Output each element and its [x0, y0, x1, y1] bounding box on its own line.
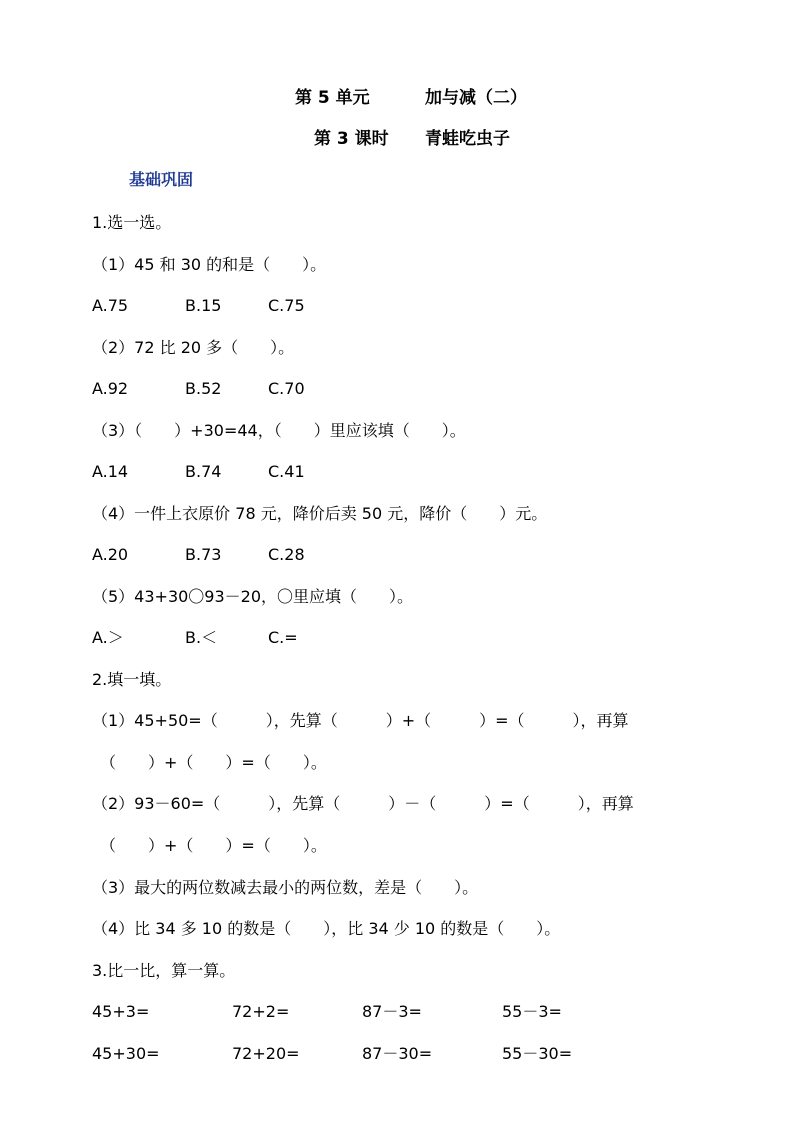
q1-item-2-option-a: A.92	[92, 379, 129, 398]
q1-item-4-option-a: A.20	[92, 545, 129, 564]
q1-item-2-option-b: B.52	[185, 379, 222, 398]
q1-item-2-option-c: C.70	[268, 379, 305, 398]
q1-item-3-option-a: A.14	[92, 462, 129, 481]
q3-row-1-col-4: 55－3=	[502, 1002, 562, 1021]
q2-item-2-line-2: （ ）+（ ）=（ ）。	[100, 836, 327, 855]
unit-label: 第 5 单元	[295, 88, 370, 108]
unit-title: 加与减（二）	[425, 88, 527, 108]
q1-item-5-option-a: A.＞	[92, 628, 124, 647]
lesson-label: 第 3 课时	[314, 129, 389, 149]
q2-item-1-line-1: （1）45+50=（ ），先算（ ）+（ ）=（ ），再算	[92, 711, 629, 730]
q3-heading: 3.比一比，算一算。	[92, 961, 236, 980]
q2-item-1-line-2: （ ）+（ ）=（ ）。	[100, 753, 327, 772]
q2-item-3: （3）最大的两位数减去最小的两位数，差是（ ）。	[92, 878, 479, 897]
q1-item-1: （1）45 和 30 的和是（ ）。	[92, 255, 327, 274]
section-title: 基础巩固	[129, 170, 194, 189]
q1-item-5-option-c: C.=	[268, 628, 298, 647]
q1-item-1-option-a: A.75	[92, 296, 129, 315]
q2-heading: 2.填一填。	[92, 670, 172, 689]
q2-item-2-line-1: （2）93－60=（ ），先算（ ）－（ ）=（ ），再算	[92, 794, 634, 813]
q1-item-4-option-b: B.73	[185, 545, 222, 564]
q1-item-4-option-c: C.28	[268, 545, 305, 564]
q1-item-1-option-b: B.15	[185, 296, 222, 315]
q3-row-2-col-2: 72+20=	[232, 1044, 300, 1063]
q3-row-2-col-4: 55－30=	[502, 1044, 573, 1063]
q1-item-3-option-c: C.41	[268, 462, 305, 481]
q1-item-5: （5）43+30〇93－20，〇里应填（ ）。	[92, 587, 414, 606]
q1-item-3: （3）（ ）+30=44，（ ）里应该填（ ）。	[92, 421, 466, 440]
q1-item-5-option-b: B.＜	[185, 628, 218, 647]
q3-row-2-col-3: 87－30=	[362, 1044, 433, 1063]
q3-row-1-col-2: 72+2=	[232, 1002, 290, 1021]
q3-row-1-col-1: 45+3=	[92, 1002, 150, 1021]
lesson-title: 青蛙吃虫子	[425, 129, 510, 149]
q1-heading: 1.选一选。	[92, 213, 172, 232]
q2-item-4: （4）比 34 多 10 的数是（ ），比 34 少 10 的数是（ ）。	[92, 919, 561, 938]
q1-item-3-option-b: B.74	[185, 462, 222, 481]
q1-item-4: （4）一件上衣原价 78 元，降价后卖 50 元，降价（ ）元。	[92, 504, 548, 523]
q3-row-1-col-3: 87－3=	[362, 1002, 422, 1021]
q1-item-1-option-c: C.75	[268, 296, 305, 315]
q3-row-2-col-1: 45+30=	[92, 1044, 160, 1063]
q1-item-2: （2）72 比 20 多（ ）。	[92, 338, 295, 357]
